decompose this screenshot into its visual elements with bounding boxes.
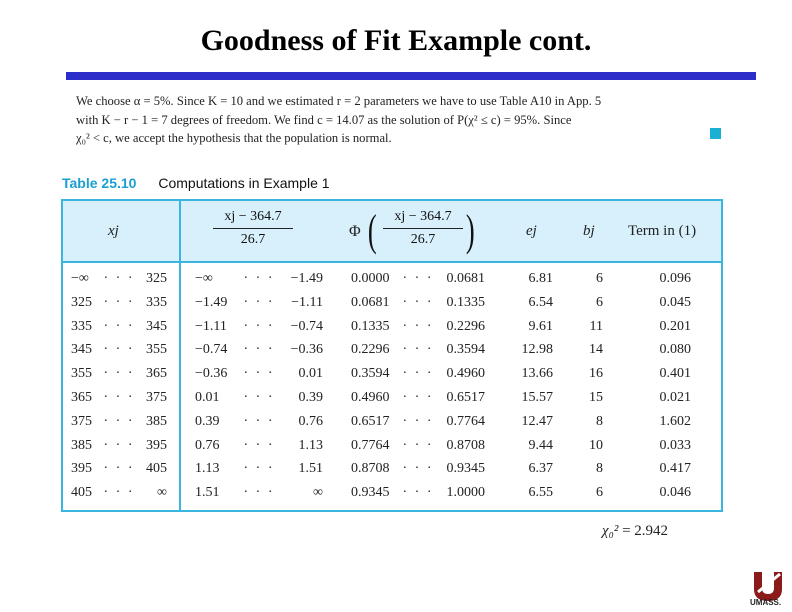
- term-cell: 0.417: [659, 461, 691, 477]
- ellipsis: · · ·: [243, 485, 275, 501]
- paragraph-line-1: We choose α = 5%. Since K = 10 and we estimated r = 2 parameters we have to use Table A10 in App. 5: [76, 94, 602, 108]
- phi-high: 0.1335: [446, 294, 485, 310]
- observed-cell: 16: [589, 366, 603, 382]
- table-caption: [62, 175, 330, 191]
- z-low: −0.74: [195, 342, 228, 358]
- interval-low: −∞: [71, 271, 89, 286]
- expected-cell: 12.47: [521, 413, 553, 429]
- interval-low: 375: [71, 413, 92, 429]
- ellipsis: · · ·: [243, 342, 275, 358]
- umass-logo-text: UMASS.: [750, 598, 782, 607]
- chi-square-label: χ₀²: [602, 523, 619, 539]
- phi-low: 0.2296: [351, 342, 390, 358]
- slide-title: Goodness of Fit Example cont.: [200, 24, 592, 57]
- header-phi: Φ: [349, 223, 361, 240]
- ellipsis: · · ·: [402, 437, 434, 453]
- z-high: 1.13: [298, 437, 323, 453]
- z-high: −0.36: [290, 342, 323, 358]
- phi-high: 0.4960: [446, 366, 485, 382]
- paragraph-line-3: χ₀² < c, we accept the hypothesis that the population is normal.: [76, 131, 392, 145]
- term-cell: 0.033: [659, 437, 691, 453]
- observed-cell: 8: [596, 413, 603, 429]
- expected-cell: 6.55: [528, 485, 553, 501]
- phi-high: 0.6517: [446, 389, 485, 405]
- z-low: −0.36: [195, 366, 228, 382]
- table-row: [63, 366, 721, 390]
- observed-cell: 15: [589, 389, 603, 405]
- expected-cell: 6.54: [528, 294, 553, 310]
- interval-high: ∞: [157, 485, 167, 501]
- chi-square-result: [602, 523, 668, 540]
- phi-high: 0.9345: [446, 461, 485, 477]
- phi-low: 0.9345: [351, 485, 390, 501]
- interval-low: 355: [71, 366, 92, 382]
- observed-cell: 11: [589, 318, 603, 334]
- phi-low: 0.7764: [351, 437, 390, 453]
- ellipsis: · · ·: [402, 318, 434, 334]
- z-high: −1.49: [290, 271, 323, 286]
- z-low: 0.76: [195, 437, 220, 453]
- observed-cell: 14: [589, 342, 603, 358]
- interval-low: 385: [71, 437, 92, 453]
- z-low: 1.13: [195, 461, 220, 477]
- expected-cell: 6.37: [528, 461, 553, 477]
- phi-low: 0.0681: [351, 294, 390, 310]
- header-standardized-numerator: xj − 364.7: [224, 209, 282, 224]
- table-row: [63, 295, 721, 319]
- z-low: −∞: [195, 271, 213, 286]
- ellipsis: · · ·: [103, 366, 135, 382]
- ellipsis: · · ·: [103, 318, 135, 334]
- fraction-bar: [213, 228, 293, 229]
- interval-high: 395: [146, 437, 167, 453]
- phi-high: 0.0681: [446, 271, 485, 286]
- table-header: [63, 201, 721, 263]
- computations-table: [61, 199, 723, 512]
- header-term: Term in (1): [628, 223, 697, 239]
- interval-high: 325: [146, 271, 167, 286]
- phi-low: 0.1335: [351, 318, 390, 334]
- z-high: −1.11: [291, 294, 323, 310]
- term-cell: 0.096: [659, 271, 691, 286]
- term-cell: 0.401: [659, 366, 691, 382]
- expected-cell: 9.61: [528, 318, 553, 334]
- ellipsis: · · ·: [103, 461, 135, 477]
- phi-low: 0.8708: [351, 461, 390, 477]
- ellipsis: · · ·: [402, 271, 434, 286]
- interval-high: 345: [146, 318, 167, 334]
- phi-high: 1.0000: [446, 485, 485, 501]
- phi-low: 0.0000: [351, 271, 390, 286]
- z-high: ∞: [313, 485, 323, 501]
- ellipsis: · · ·: [243, 389, 275, 405]
- expected-cell: 12.98: [521, 342, 553, 358]
- phi-high: 0.2296: [446, 318, 485, 334]
- ellipsis: · · ·: [243, 366, 275, 382]
- interval-high: 355: [146, 342, 167, 358]
- phi-high: 0.3594: [446, 342, 485, 358]
- interval-low: 395: [71, 461, 92, 477]
- ellipsis: · · ·: [243, 271, 275, 286]
- ellipsis: · · ·: [103, 342, 135, 358]
- table-row: [63, 485, 721, 509]
- ellipsis: · · ·: [243, 461, 275, 477]
- observed-cell: 6: [596, 485, 603, 501]
- z-high: 0.39: [298, 389, 323, 405]
- ellipsis: · · ·: [402, 485, 434, 501]
- table-row: [63, 342, 721, 366]
- interval-low: 405: [71, 485, 92, 501]
- interval-low: 345: [71, 342, 92, 358]
- ellipsis: · · ·: [103, 271, 135, 286]
- header-standardized: [213, 209, 293, 248]
- table-row: [63, 438, 721, 462]
- table-row: [63, 319, 721, 343]
- term-cell: 0.080: [659, 342, 691, 358]
- z-low: 0.39: [195, 413, 220, 429]
- ellipsis: · · ·: [402, 366, 434, 382]
- expected-cell: 13.66: [521, 366, 553, 382]
- header-standardized-denominator: 26.7: [240, 232, 266, 247]
- interval-high: 335: [146, 294, 167, 310]
- ellipsis: · · ·: [402, 389, 434, 405]
- interval-high: 405: [146, 461, 167, 477]
- interval-high: 365: [146, 366, 167, 382]
- ellipsis: · · ·: [103, 437, 135, 453]
- z-high: −0.74: [290, 318, 323, 334]
- ellipsis: · · ·: [243, 437, 275, 453]
- ellipsis: · · ·: [243, 294, 275, 310]
- header-phi-numerator: xj − 364.7: [394, 209, 452, 224]
- z-low: 1.51: [195, 485, 220, 501]
- expected-cell: 15.57: [521, 389, 553, 405]
- fraction-bar: [383, 228, 463, 229]
- table-row: [63, 461, 721, 485]
- ellipsis: · · ·: [402, 413, 434, 429]
- expected-cell: 6.81: [528, 271, 553, 286]
- header-xj: xj: [108, 223, 119, 239]
- table-row: [63, 271, 721, 295]
- ellipsis: · · ·: [103, 294, 135, 310]
- header-ej: ej: [526, 223, 537, 239]
- observed-cell: 6: [596, 271, 603, 286]
- paragraph-line-2: with K − r − 1 = 7 degrees of freedom. We find c = 14.07 as the solution of P(χ² ≤ c) = 95%. Since: [76, 112, 572, 127]
- z-low: 0.01: [195, 389, 220, 405]
- phi-low: 0.3594: [351, 366, 390, 382]
- explanation-paragraph: [76, 92, 726, 148]
- expected-cell: 9.44: [528, 437, 553, 453]
- phi-high: 0.8708: [446, 437, 485, 453]
- z-low: −1.49: [195, 294, 228, 310]
- ellipsis: · · ·: [243, 413, 275, 429]
- z-high: 0.01: [298, 366, 323, 382]
- table-row: [63, 414, 721, 438]
- term-cell: 0.021: [659, 389, 691, 405]
- observed-cell: 10: [589, 437, 603, 453]
- phi-low: 0.4960: [351, 389, 390, 405]
- term-cell: 0.046: [659, 485, 691, 501]
- table-row: [63, 390, 721, 414]
- ellipsis: · · ·: [103, 389, 135, 405]
- interval-low: 365: [71, 389, 92, 405]
- interval-low: 335: [71, 318, 92, 334]
- header-phi-denominator: 26.7: [410, 232, 436, 247]
- z-high: 1.51: [298, 461, 323, 477]
- ellipsis: · · ·: [402, 342, 434, 358]
- interval-high: 375: [146, 389, 167, 405]
- table-body: [63, 271, 721, 509]
- phi-low: 0.6517: [351, 413, 390, 429]
- header-phi-argument: [383, 209, 463, 248]
- z-low: −1.11: [195, 318, 227, 334]
- ellipsis: · · ·: [243, 318, 275, 334]
- term-cell: 0.045: [659, 294, 691, 310]
- ellipsis: · · ·: [103, 485, 135, 501]
- ellipsis: · · ·: [402, 461, 434, 477]
- z-high: 0.76: [298, 413, 323, 429]
- interval-low: 325: [71, 294, 92, 310]
- term-cell: 1.602: [659, 413, 691, 429]
- ellipsis: · · ·: [103, 413, 135, 429]
- observed-cell: 8: [596, 461, 603, 477]
- right-paren-icon: ): [465, 206, 475, 255]
- left-paren-icon: (: [367, 206, 377, 255]
- chi-square-value: = 2.942: [622, 523, 669, 539]
- end-of-proof-square-icon: [710, 128, 721, 139]
- header-bj: bj: [583, 223, 595, 239]
- observed-cell: 6: [596, 294, 603, 310]
- interval-high: 385: [146, 413, 167, 429]
- phi-high: 0.7764: [446, 413, 485, 429]
- ellipsis: · · ·: [402, 294, 434, 310]
- table-number: Table 25.10: [62, 175, 137, 191]
- term-cell: 0.201: [659, 318, 691, 334]
- table-caption-text: Computations in Example 1: [158, 175, 330, 191]
- title-rule: [66, 72, 756, 80]
